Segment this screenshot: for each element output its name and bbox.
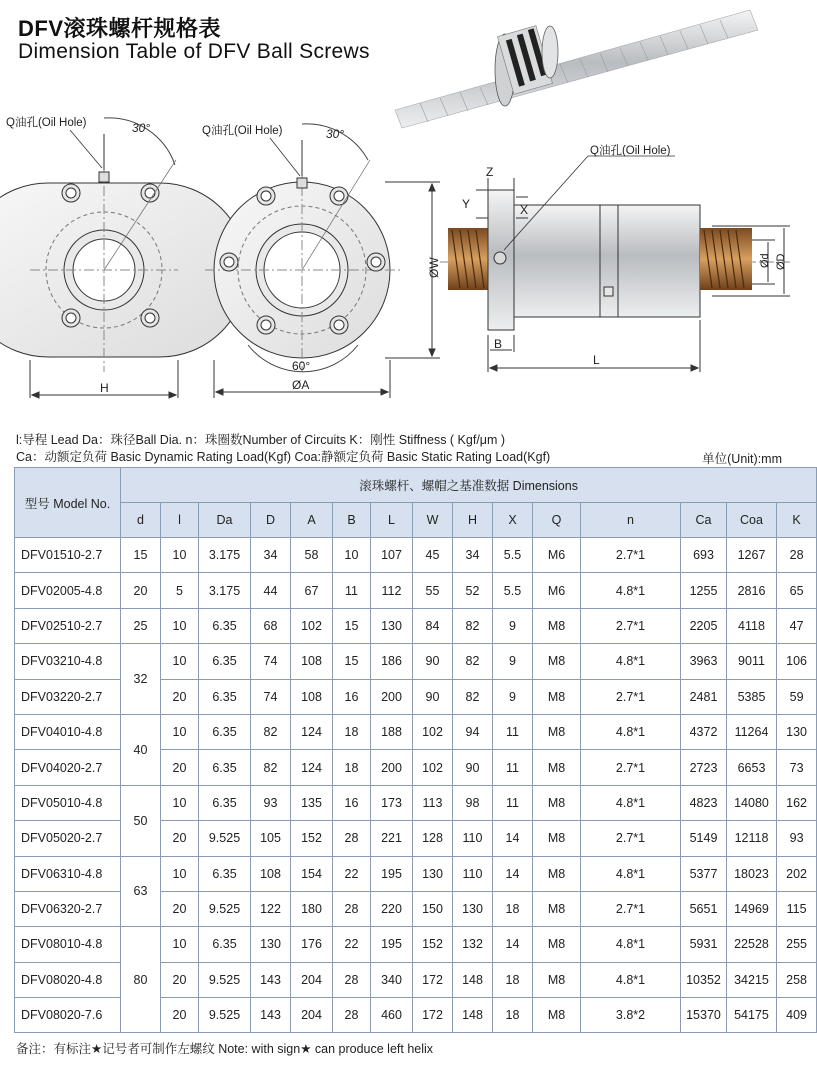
cell-da: 9.525	[199, 821, 251, 856]
page-title-en: Dimension Table of DFV Ball Screws	[18, 40, 370, 63]
cell-d: 20	[121, 573, 161, 608]
cell-l: 221	[371, 821, 413, 856]
cell-q: M8	[533, 821, 581, 856]
cell-w: 152	[413, 927, 453, 962]
cell-h: 94	[453, 714, 493, 749]
cell-d: 74	[251, 679, 291, 714]
cell-ca: 2723	[681, 750, 727, 785]
cell-model: DFV06320-2.7	[15, 891, 121, 926]
cell-n: 4.8*1	[581, 927, 681, 962]
table-row	[15, 927, 817, 962]
cell-n: 4.8*1	[581, 573, 681, 608]
cell-b: 15	[333, 608, 371, 643]
cell-w: 172	[413, 962, 453, 997]
cell-n: 2.7*1	[581, 608, 681, 643]
cell-da: 6.35	[199, 644, 251, 679]
star-icon: ★	[91, 1042, 103, 1056]
cell-k: 93	[777, 821, 817, 856]
cell-b: 18	[333, 714, 371, 749]
cell-k: 47	[777, 608, 817, 643]
cell-a: 124	[291, 714, 333, 749]
cell-coa: 1267	[727, 538, 777, 573]
footnote-suffix: can produce left helix	[311, 1042, 434, 1056]
cell-ca: 4823	[681, 785, 727, 820]
dim-label-D: ØD	[775, 253, 787, 270]
cell-q: M8	[533, 785, 581, 820]
cell-ca: 5377	[681, 856, 727, 891]
cell-k: 409	[777, 998, 817, 1033]
cell-w: 128	[413, 821, 453, 856]
cell-coa: 6653	[727, 750, 777, 785]
footnote-middle: 记号者可制作左螺纹 Note: with sign	[102, 1042, 301, 1056]
cell-h: 52	[453, 573, 493, 608]
cell-d: 32	[121, 644, 161, 715]
cell-a: 108	[291, 644, 333, 679]
cell-ca: 2481	[681, 679, 727, 714]
column-header-d: D	[251, 503, 291, 538]
cell-q: M8	[533, 644, 581, 679]
cell-coa: 18023	[727, 856, 777, 891]
cell-n: 2.7*1	[581, 821, 681, 856]
cell-k: 73	[777, 750, 817, 785]
cell-w: 102	[413, 750, 453, 785]
oil-hole-label-3: Q油孔(Oil Hole)	[590, 145, 671, 157]
cell-h: 132	[453, 927, 493, 962]
cell-x: 11	[493, 750, 533, 785]
cell-w: 90	[413, 679, 453, 714]
cell-q: M8	[533, 714, 581, 749]
cell-k: 258	[777, 962, 817, 997]
legend-line-2: Ca：动额定负荷 Basic Dynamic Rating Load(Kgf) Coa:静额定负荷 Basic Static Rating Load(Kgf)	[16, 450, 551, 464]
cell-ca: 10352	[681, 962, 727, 997]
cell-k: 59	[777, 679, 817, 714]
spec-table	[14, 467, 817, 1033]
oil-hole-label-2: Q油孔(Oil Hole)	[202, 125, 283, 137]
cell-h: 82	[453, 608, 493, 643]
cell-da: 9.525	[199, 891, 251, 926]
cell-a: 152	[291, 821, 333, 856]
table-row	[15, 644, 817, 679]
cell-d: 143	[251, 998, 291, 1033]
flange-view-cut	[0, 118, 247, 398]
cell-l: 107	[371, 538, 413, 573]
cell-n: 2.7*1	[581, 538, 681, 573]
cell-x: 5.5	[493, 573, 533, 608]
table-row	[15, 856, 817, 891]
cell-k: 115	[777, 891, 817, 926]
cell-k: 65	[777, 573, 817, 608]
column-header-ca: Ca	[681, 503, 727, 538]
cell-q: M8	[533, 856, 581, 891]
cell-model: DFV03210-4.8	[15, 644, 121, 679]
cell-model: DFV05010-4.8	[15, 785, 121, 820]
cell-da: 3.175	[199, 573, 251, 608]
cell-n: 4.8*1	[581, 714, 681, 749]
ball-screw-photo	[395, 10, 758, 128]
cell-h: 148	[453, 998, 493, 1033]
cell-k: 255	[777, 927, 817, 962]
cell-b: 11	[333, 573, 371, 608]
cell-l: 186	[371, 644, 413, 679]
dim-label-Z: Z	[486, 165, 494, 179]
dim-label-W: ØW	[427, 257, 441, 278]
cell-a: 124	[291, 750, 333, 785]
cell-b: 16	[333, 679, 371, 714]
cell-l: 20	[161, 962, 199, 997]
cell-d: 63	[121, 856, 161, 927]
cell-ca: 15370	[681, 998, 727, 1033]
cell-l: 20	[161, 750, 199, 785]
cell-l: 200	[371, 679, 413, 714]
cell-x: 14	[493, 821, 533, 856]
dimensions-header: 滚珠螺杆、螺帽之基准数据 Dimensions	[121, 468, 817, 503]
cell-model: DFV08020-4.8	[15, 962, 121, 997]
column-header-n: n	[581, 503, 681, 538]
cell-da: 3.175	[199, 538, 251, 573]
angle-label-60: 60°	[292, 359, 311, 373]
cell-q: M8	[533, 891, 581, 926]
cell-w: 130	[413, 856, 453, 891]
table-row	[15, 785, 817, 820]
cell-da: 6.35	[199, 679, 251, 714]
cell-k: 162	[777, 785, 817, 820]
cell-a: 204	[291, 998, 333, 1033]
cell-h: 82	[453, 644, 493, 679]
cell-a: 58	[291, 538, 333, 573]
cell-b: 28	[333, 891, 371, 926]
cell-l: 10	[161, 927, 199, 962]
cell-k: 106	[777, 644, 817, 679]
cell-l: 188	[371, 714, 413, 749]
cell-l: 10	[161, 644, 199, 679]
unit-label: 单位(Unit):mm	[702, 452, 782, 466]
cell-ca: 5651	[681, 891, 727, 926]
cell-w: 84	[413, 608, 453, 643]
cell-a: 176	[291, 927, 333, 962]
cell-da: 9.525	[199, 998, 251, 1033]
cell-d: 40	[121, 714, 161, 785]
cell-x: 5.5	[493, 538, 533, 573]
page-title-cn: DFV滚珠螺杆规格表	[18, 16, 222, 41]
cell-x: 18	[493, 962, 533, 997]
cell-n: 2.7*1	[581, 679, 681, 714]
cell-a: 154	[291, 856, 333, 891]
cell-ca: 1255	[681, 573, 727, 608]
cell-b: 10	[333, 538, 371, 573]
cell-da: 6.35	[199, 750, 251, 785]
cell-q: M8	[533, 750, 581, 785]
footnote	[16, 1039, 433, 1057]
cell-b: 22	[333, 856, 371, 891]
cell-h: 110	[453, 821, 493, 856]
cell-n: 3.8*2	[581, 998, 681, 1033]
cell-d: 34	[251, 538, 291, 573]
cell-q: M8	[533, 679, 581, 714]
cell-h: 148	[453, 962, 493, 997]
cell-q: M8	[533, 998, 581, 1033]
cell-l: 195	[371, 927, 413, 962]
cell-k: 202	[777, 856, 817, 891]
cell-d: 44	[251, 573, 291, 608]
cell-da: 6.35	[199, 785, 251, 820]
dim-label-A: ØA	[292, 378, 310, 392]
cell-d: 74	[251, 644, 291, 679]
cell-l: 195	[371, 856, 413, 891]
cell-coa: 5385	[727, 679, 777, 714]
table-row	[15, 714, 817, 749]
star-icon: ★	[300, 1042, 312, 1056]
cell-ca: 3963	[681, 644, 727, 679]
cell-d: 25	[121, 608, 161, 643]
oil-hole-label-1: Q油孔(Oil Hole)	[6, 117, 87, 129]
side-view	[440, 178, 790, 372]
cell-l: 10	[161, 714, 199, 749]
cell-l: 10	[161, 856, 199, 891]
cell-d: 15	[121, 538, 161, 573]
column-header-h: H	[453, 503, 493, 538]
technical-drawing	[0, 0, 800, 420]
cell-l: 220	[371, 891, 413, 926]
cell-coa: 54175	[727, 998, 777, 1033]
cell-d: 122	[251, 891, 291, 926]
cell-n: 4.8*1	[581, 856, 681, 891]
cell-q: M6	[533, 573, 581, 608]
cell-b: 28	[333, 962, 371, 997]
cell-q: M6	[533, 538, 581, 573]
cell-model: DFV08020-7.6	[15, 998, 121, 1033]
cell-l: 10	[161, 538, 199, 573]
cell-l: 10	[161, 785, 199, 820]
cell-d: 93	[251, 785, 291, 820]
cell-model: DFV03220-2.7	[15, 679, 121, 714]
cell-w: 150	[413, 891, 453, 926]
cell-coa: 11264	[727, 714, 777, 749]
cell-model: DFV01510-2.7	[15, 538, 121, 573]
cell-da: 6.35	[199, 927, 251, 962]
cell-model: DFV08010-4.8	[15, 927, 121, 962]
column-header-k: K	[777, 503, 817, 538]
cell-w: 102	[413, 714, 453, 749]
cell-q: M8	[533, 962, 581, 997]
cell-n: 4.8*1	[581, 644, 681, 679]
cell-w: 45	[413, 538, 453, 573]
column-header-coa: Coa	[727, 503, 777, 538]
cell-model: DFV02510-2.7	[15, 608, 121, 643]
cell-b: 16	[333, 785, 371, 820]
cell-coa: 4118	[727, 608, 777, 643]
cell-l: 460	[371, 998, 413, 1033]
cell-d: 143	[251, 962, 291, 997]
cell-coa: 34215	[727, 962, 777, 997]
cell-a: 135	[291, 785, 333, 820]
cell-x: 11	[493, 714, 533, 749]
dim-label-L: L	[593, 353, 600, 367]
cell-ca: 4372	[681, 714, 727, 749]
cell-da: 6.35	[199, 714, 251, 749]
cell-da: 6.35	[199, 608, 251, 643]
cell-ca: 5149	[681, 821, 727, 856]
cell-x: 9	[493, 644, 533, 679]
cell-a: 108	[291, 679, 333, 714]
cell-x: 9	[493, 679, 533, 714]
cell-b: 22	[333, 927, 371, 962]
cell-k: 130	[777, 714, 817, 749]
cell-l: 340	[371, 962, 413, 997]
cell-h: 82	[453, 679, 493, 714]
cell-model: DFV02005-4.8	[15, 573, 121, 608]
cell-d: 105	[251, 821, 291, 856]
angle-label-30-1: 30°	[132, 121, 151, 135]
dim-label-B: B	[494, 337, 503, 351]
cell-h: 90	[453, 750, 493, 785]
model-header: 型号 Model No.	[15, 468, 121, 538]
cell-d: 80	[121, 927, 161, 1033]
cell-x: 18	[493, 998, 533, 1033]
cell-da: 9.525	[199, 962, 251, 997]
cell-model: DFV04010-4.8	[15, 714, 121, 749]
cell-b: 28	[333, 998, 371, 1033]
cell-h: 130	[453, 891, 493, 926]
cell-coa: 14969	[727, 891, 777, 926]
cell-h: 34	[453, 538, 493, 573]
cell-coa: 22528	[727, 927, 777, 962]
cell-x: 18	[493, 891, 533, 926]
column-header-d: d	[121, 503, 161, 538]
cell-a: 204	[291, 962, 333, 997]
table-body	[15, 538, 817, 1033]
column-header-da: Da	[199, 503, 251, 538]
legend-line-1: l:导程 Lead Da：珠径Ball Dia. n：珠圈数Number of Circuits K：刚性 Stiffness ( Kgf/μm )	[16, 433, 506, 447]
cell-d: 68	[251, 608, 291, 643]
cell-l: 200	[371, 750, 413, 785]
cell-d: 50	[121, 785, 161, 856]
cell-l: 20	[161, 891, 199, 926]
dim-label-H: H	[100, 381, 109, 395]
flange-view-round	[205, 124, 440, 398]
cell-l: 20	[161, 821, 199, 856]
dim-label-X: X	[520, 203, 529, 217]
cell-coa: 14080	[727, 785, 777, 820]
cell-x: 14	[493, 927, 533, 962]
column-header-a: A	[291, 503, 333, 538]
table-row	[15, 608, 817, 643]
column-header-l: l	[161, 503, 199, 538]
cell-model: DFV05020-2.7	[15, 821, 121, 856]
cell-d: 130	[251, 927, 291, 962]
cell-coa: 12118	[727, 821, 777, 856]
cell-n: 4.8*1	[581, 785, 681, 820]
column-header-q: Q	[533, 503, 581, 538]
cell-a: 180	[291, 891, 333, 926]
cell-w: 90	[413, 644, 453, 679]
cell-n: 2.7*1	[581, 750, 681, 785]
cell-x: 9	[493, 608, 533, 643]
cell-w: 172	[413, 998, 453, 1033]
cell-l: 173	[371, 785, 413, 820]
cell-model: DFV06310-4.8	[15, 856, 121, 891]
cell-a: 102	[291, 608, 333, 643]
cell-ca: 693	[681, 538, 727, 573]
cell-d: 82	[251, 714, 291, 749]
cell-coa: 2816	[727, 573, 777, 608]
angle-label-30-2: 30°	[326, 127, 345, 141]
table-row	[15, 573, 817, 608]
cell-h: 110	[453, 856, 493, 891]
cell-model: DFV04020-2.7	[15, 750, 121, 785]
table-row	[15, 538, 817, 573]
cell-ca: 2205	[681, 608, 727, 643]
cell-b: 28	[333, 821, 371, 856]
cell-coa: 9011	[727, 644, 777, 679]
cell-k: 28	[777, 538, 817, 573]
column-header-w: W	[413, 503, 453, 538]
cell-l: 5	[161, 573, 199, 608]
dim-label-d: Ød	[759, 253, 771, 268]
cell-q: M8	[533, 608, 581, 643]
footnote-prefix: 备注：有标注	[16, 1042, 92, 1056]
cell-l: 10	[161, 608, 199, 643]
cell-x: 14	[493, 856, 533, 891]
cell-n: 2.7*1	[581, 891, 681, 926]
cell-da: 6.35	[199, 856, 251, 891]
cell-b: 15	[333, 644, 371, 679]
cell-d: 82	[251, 750, 291, 785]
cell-x: 11	[493, 785, 533, 820]
cell-b: 18	[333, 750, 371, 785]
cell-n: 4.8*1	[581, 962, 681, 997]
dim-label-Y: Y	[462, 197, 471, 211]
cell-h: 98	[453, 785, 493, 820]
cell-l: 112	[371, 573, 413, 608]
cell-a: 67	[291, 573, 333, 608]
cell-w: 55	[413, 573, 453, 608]
column-header-l: L	[371, 503, 413, 538]
cell-w: 113	[413, 785, 453, 820]
column-header-row	[15, 503, 817, 538]
cell-ca: 5931	[681, 927, 727, 962]
cell-l: 20	[161, 679, 199, 714]
cell-l: 20	[161, 998, 199, 1033]
cell-d: 108	[251, 856, 291, 891]
column-header-b: B	[333, 503, 371, 538]
cell-l: 130	[371, 608, 413, 643]
column-header-x: X	[493, 503, 533, 538]
cell-q: M8	[533, 927, 581, 962]
